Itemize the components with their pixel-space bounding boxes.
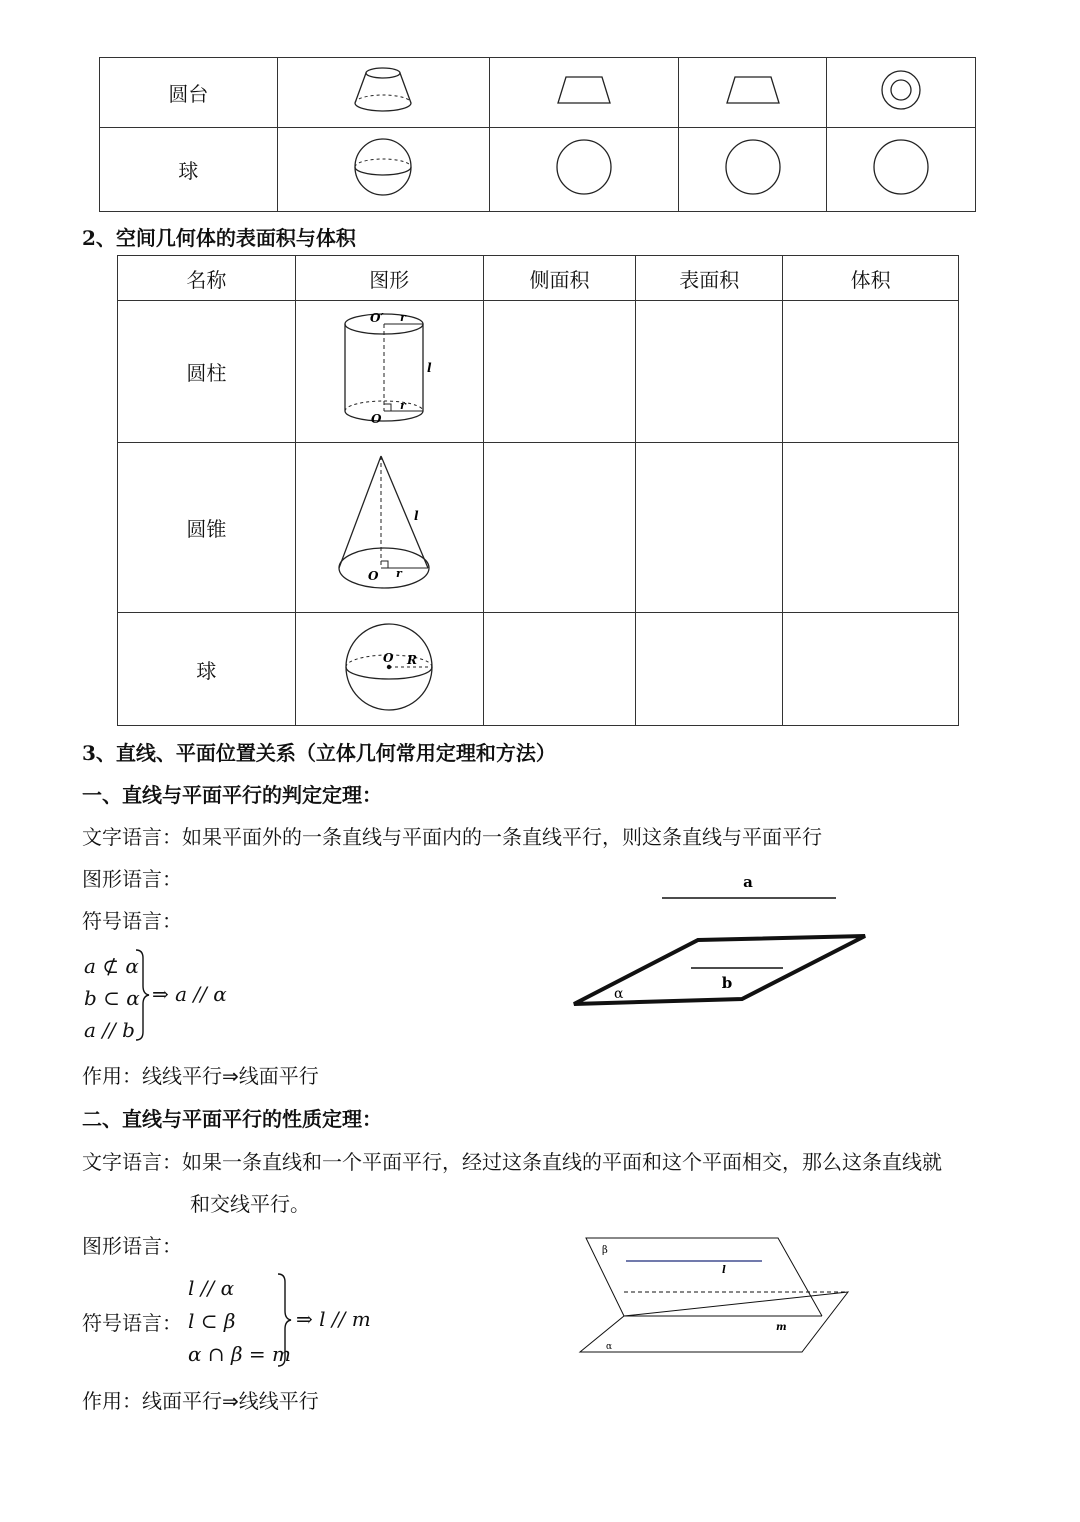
theorem-2-usage: 线面平行⇒线线平行 (142, 1389, 319, 1413)
symbol-language-label: 符号语言： (82, 1311, 182, 1335)
label-o: O (383, 650, 394, 665)
table-row (100, 128, 976, 212)
table-row (118, 443, 959, 613)
line-l-label: l (722, 1265, 726, 1276)
symbol-language-label: 符号语言： (82, 909, 182, 933)
table-row (118, 613, 959, 726)
lateral-area-cell (483, 301, 636, 443)
plane-alpha-label: α (614, 986, 624, 1002)
label-l: l (414, 509, 419, 523)
trapezoid-view (554, 73, 614, 107)
header-lateral-area: 侧面积 (483, 256, 636, 301)
section-3-heading: 3、直线、平面位置关系（立体几何常用定理和方法） (82, 741, 556, 765)
condition: b ⊂ α (84, 986, 140, 1010)
sphere-top-view (827, 128, 976, 212)
concentric-circles-view (879, 68, 923, 112)
sphere-side-view (679, 128, 827, 212)
theorem-1-text: 如果平面外的一条直线与平面内的一条直线平行，则这条直线与平面平行 (182, 825, 822, 849)
frustum-top-view (827, 58, 976, 128)
theorem-1-conclusion: ⇒ a // α (152, 982, 227, 1006)
label-r-top: r (400, 311, 406, 324)
line-plane-parallel-figure (568, 866, 872, 1012)
solid-name: 球 (118, 613, 296, 726)
volume-cell (783, 443, 959, 613)
table-row (100, 58, 976, 128)
lateral-area-cell (483, 443, 636, 613)
theorem-1-usage: 线线平行⇒线面平行 (142, 1064, 319, 1088)
circle-view (723, 137, 783, 197)
sphere-figure (295, 613, 483, 726)
solid-name: 圆锥 (118, 443, 296, 613)
volume-cell (783, 301, 959, 443)
condition: α ∩ β = m (188, 1342, 291, 1366)
header-figure: 图形 (295, 256, 483, 301)
frustum-figure (277, 58, 489, 128)
label-l: l (427, 361, 432, 375)
sphere-front-view (489, 128, 679, 212)
cone-figure (295, 443, 483, 613)
condition: a // b (84, 1018, 135, 1042)
theorem-2-title: 二、直线与平面平行的性质定理： (82, 1107, 382, 1131)
label-r-bottom: r (400, 399, 406, 412)
circle-view (554, 137, 614, 197)
header-volume: 体积 (783, 256, 959, 301)
figure-language-label: 图形语言： (82, 1234, 182, 1258)
cylinder-diagram (334, 304, 444, 434)
theorem-2-text-row (82, 1146, 942, 1175)
right-brace-icon (134, 948, 150, 1042)
line-a-label: a (743, 873, 753, 891)
lateral-area-cell (483, 613, 636, 726)
line-b-label: b (721, 974, 733, 992)
trapezoid-view (723, 73, 783, 107)
surface-volume-table (117, 255, 959, 726)
sphere-figure (277, 128, 489, 212)
surface-area-cell (636, 301, 783, 443)
theorem-2-text-line-2: 和交线平行。 (190, 1192, 310, 1216)
condition: l ⊂ β (188, 1309, 236, 1333)
theorem-2-usage-row (82, 1385, 319, 1414)
solid-name: 圆台 (100, 58, 278, 128)
surface-area-cell (636, 613, 783, 726)
cylinder-figure (295, 301, 483, 443)
theorem-2-text-line-1: 如果一条直线和一个平面平行，经过这条直线的平面和这个平面相交，那么这条直线就 (182, 1150, 942, 1174)
table-row (118, 301, 959, 443)
volume-cell (783, 613, 959, 726)
text-language-label: 文字语言： (82, 825, 182, 849)
frustum-side-view (679, 58, 827, 128)
surface-area-cell (636, 443, 783, 613)
figure-language-label: 图形语言： (82, 867, 182, 891)
label-r: r (396, 567, 402, 580)
condition: l // α (188, 1276, 235, 1300)
frustum-solid-diagram (348, 64, 418, 116)
label-r: R (407, 652, 418, 667)
usage-label: 作用： (82, 1389, 142, 1413)
theorem-1-title: 一、直线与平面平行的判定定理： (82, 783, 382, 807)
section-2-heading: 2、空间几何体的表面积与体积 (82, 226, 356, 250)
line-m-label: m (776, 1322, 787, 1333)
solid-name: 球 (100, 128, 278, 212)
plane-beta-label: β (602, 1245, 608, 1256)
header-name: 名称 (118, 256, 296, 301)
sphere-diagram (341, 619, 437, 715)
plane-alpha (580, 1292, 848, 1352)
theorem-1-usage-row (82, 1060, 319, 1089)
plane-intersection-figure (578, 1234, 852, 1358)
text-language-label: 文字语言： (82, 1150, 182, 1174)
cone-diagram (334, 452, 444, 598)
sphere-solid-diagram (351, 136, 415, 198)
theorem-2-conclusion: ⇒ l // m (296, 1307, 371, 1331)
label-o-top: O′ (370, 311, 384, 325)
plane-alpha-label: α (606, 1342, 613, 1352)
condition: a ⊄ α (84, 954, 139, 978)
usage-label: 作用： (82, 1064, 142, 1088)
header-surface-area: 表面积 (636, 256, 783, 301)
plane-beta (586, 1238, 822, 1316)
circle-view (871, 137, 931, 197)
theorem-1-text-row (82, 821, 822, 850)
label-o: O (368, 569, 379, 583)
label-o-bottom: O (371, 412, 382, 426)
solid-name: 圆柱 (118, 301, 296, 443)
solids-views-table (99, 57, 976, 212)
frustum-front-view (489, 58, 679, 128)
table-header-row (118, 256, 959, 301)
right-brace-icon (276, 1272, 292, 1368)
theorem-1-conditions (84, 950, 140, 1046)
